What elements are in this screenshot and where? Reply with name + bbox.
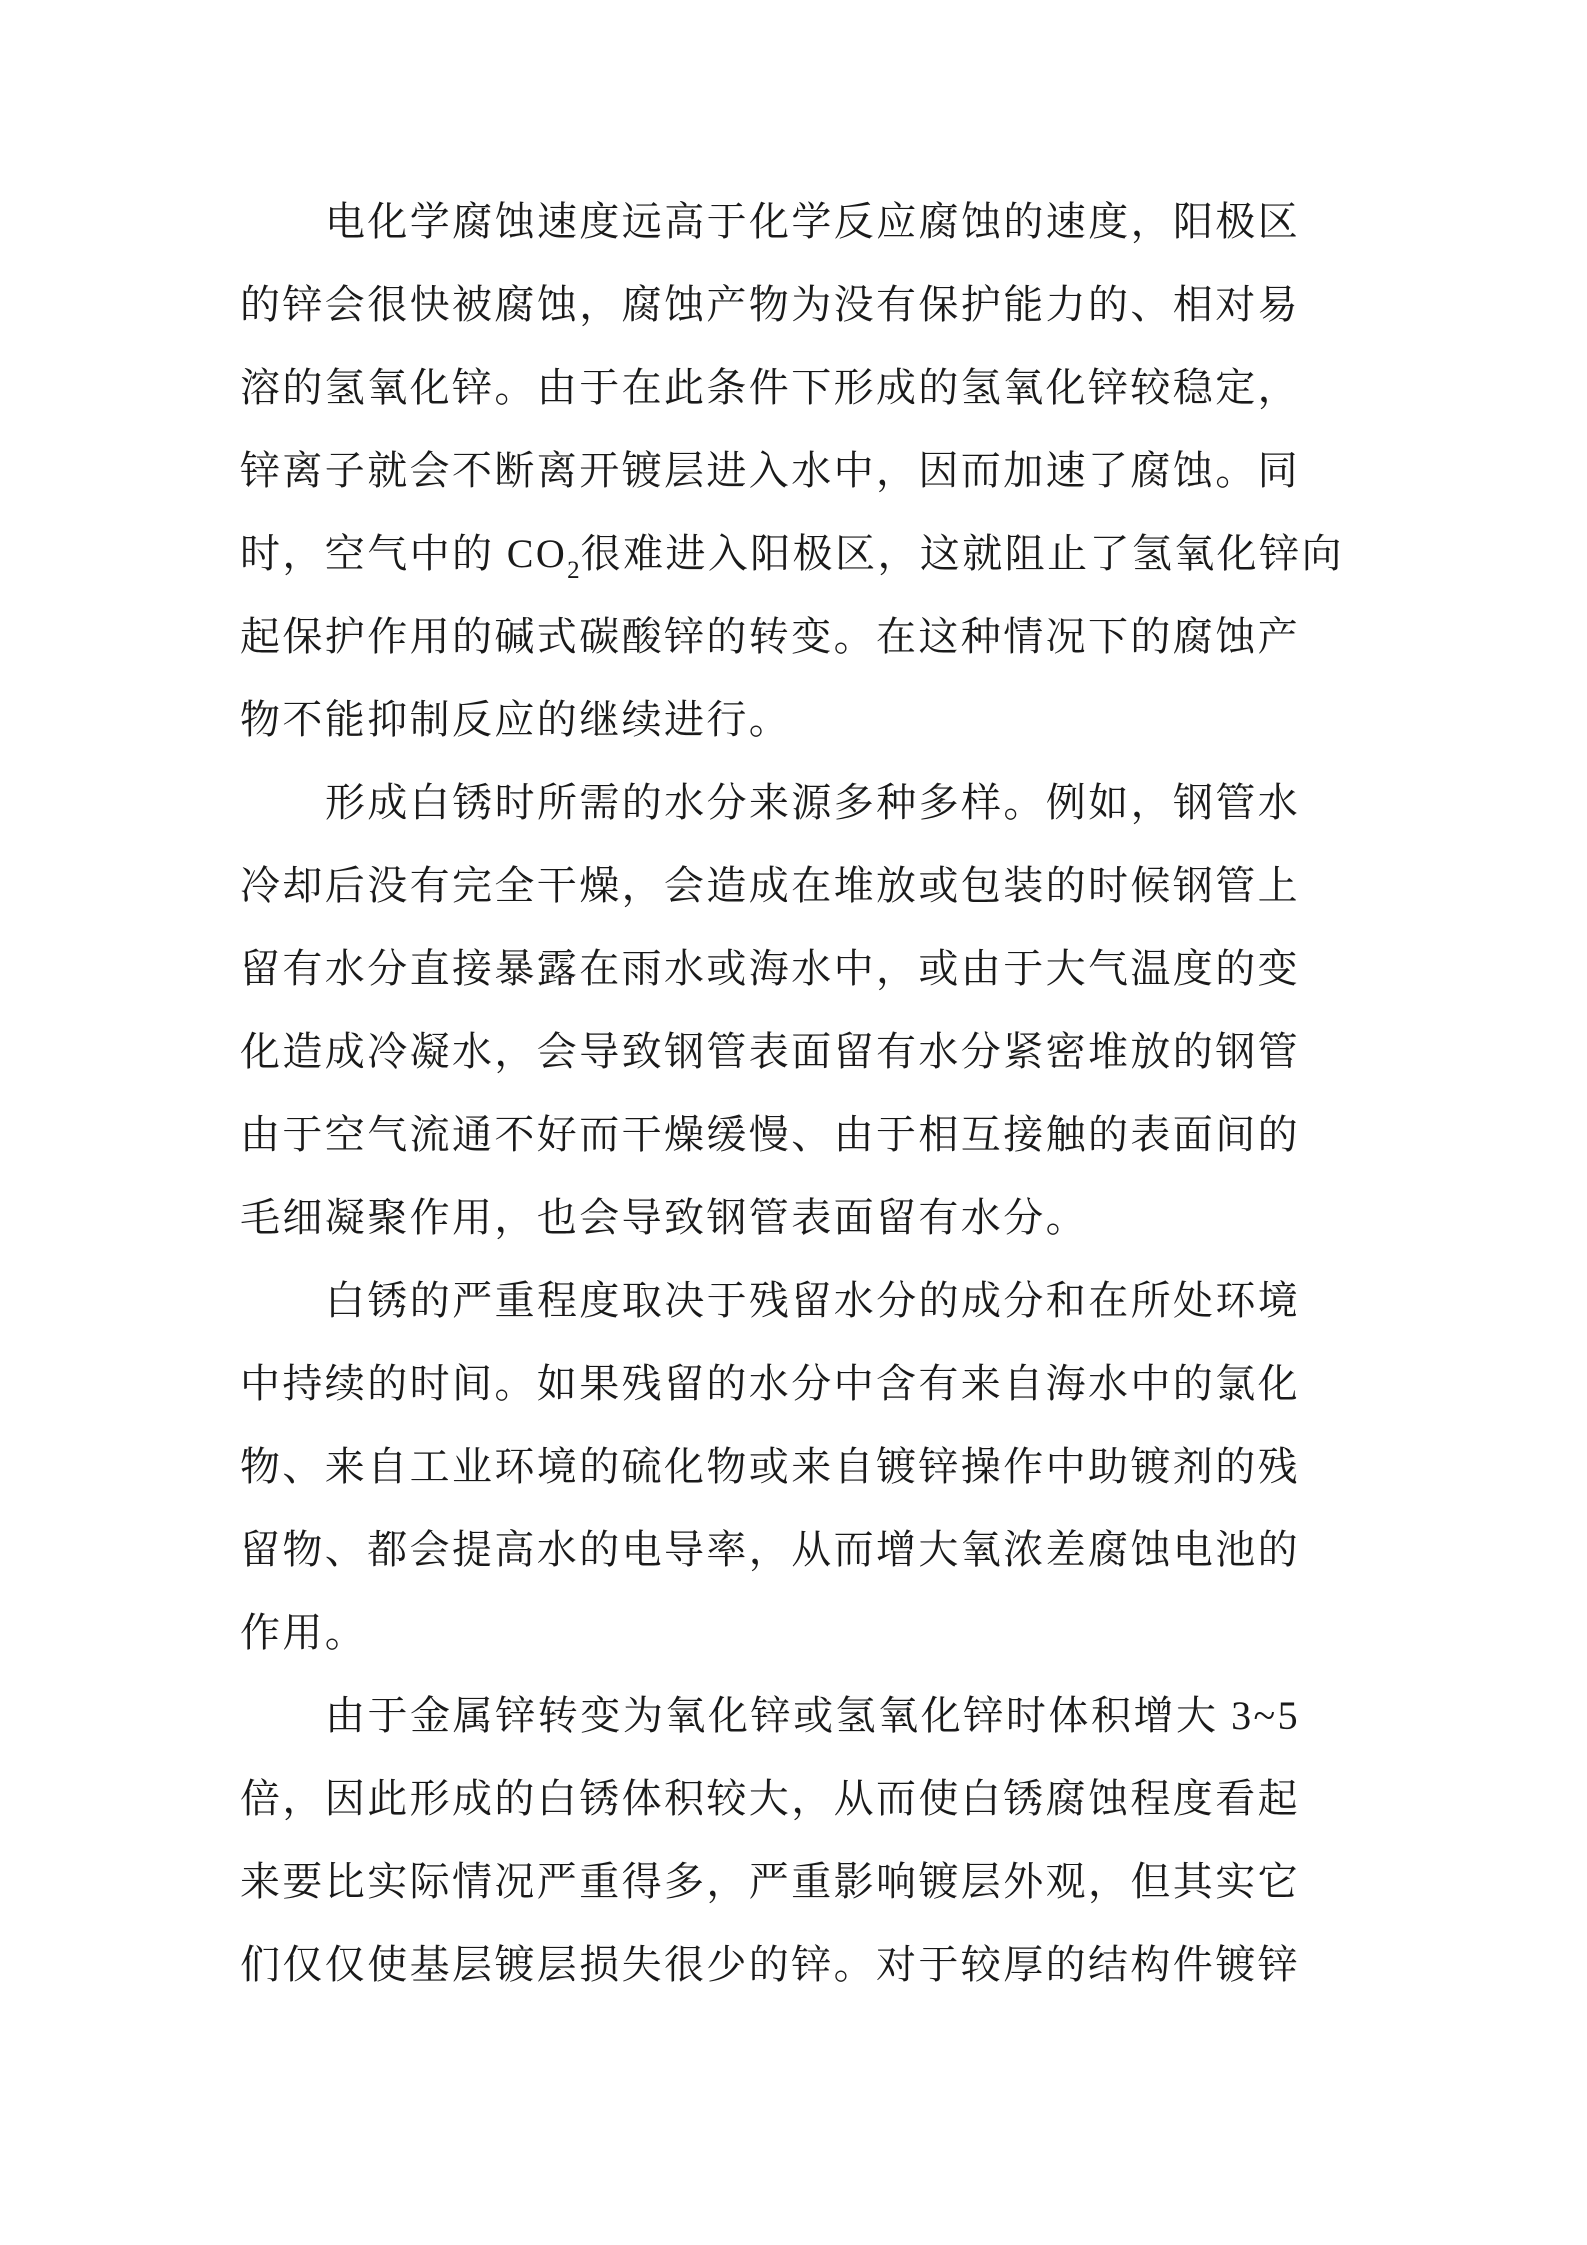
text-line — [240, 1425, 1300, 1508]
text-segment: 倍，因此形成的白锈体积较大，从而使白锈腐蚀程度看起 — [240, 1776, 1300, 1821]
text-line — [240, 761, 1300, 844]
text-segment: 物不能抑制反应的继续进行。 — [240, 697, 792, 742]
text-line — [240, 844, 1300, 927]
text-line — [240, 1757, 1300, 1840]
text-segment: 毛细凝聚作用，也会导致钢管表面留有水分。 — [240, 1195, 1088, 1240]
text-line — [240, 1508, 1300, 1591]
document-text-body — [240, 180, 1344, 2006]
text-line — [240, 1259, 1300, 1342]
paragraph — [240, 1259, 1300, 1674]
text-segment: 溶的氢氧化锌。由于在此条件下形成的氢氧化锌较稳定， — [240, 365, 1300, 410]
text-line — [240, 1010, 1300, 1093]
text-line — [240, 1840, 1300, 1923]
paragraph — [240, 1674, 1300, 2006]
text-line — [240, 180, 1300, 263]
text-line — [240, 595, 1300, 678]
text-line — [240, 512, 1344, 595]
text-line — [240, 1674, 1300, 1757]
text-segment: 们仅仅使基层镀层损失很少的锌。对于较厚的结构件镀锌 — [240, 1942, 1300, 1987]
text-segment: 冷却后没有完全干燥，会造成在堆放或包装的时候钢管上 — [240, 863, 1300, 908]
text-segment: 时，空气中的 CO — [240, 531, 568, 576]
subscript-text: 2 — [567, 557, 581, 584]
text-line — [240, 1093, 1300, 1176]
paragraph — [240, 761, 1300, 1259]
text-segment: 来要比实际情况严重得多，严重影响镀层外观，但其实它 — [240, 1859, 1300, 1904]
text-segment: 留有水分直接暴露在雨水或海水中，或由于大气温度的变 — [240, 946, 1300, 991]
text-segment: 电化学腐蚀速度远高于化学反应腐蚀的速度，阳极区 — [325, 199, 1301, 244]
text-line — [240, 1342, 1300, 1425]
paragraph — [240, 180, 1344, 761]
text-line — [240, 1176, 1300, 1259]
text-line — [240, 1923, 1300, 2006]
text-segment: 的锌会很快被腐蚀，腐蚀产物为没有保护能力的、相对易 — [240, 282, 1300, 327]
text-segment: 留物、都会提高水的电导率，从而增大氧浓差腐蚀电池的 — [240, 1527, 1300, 1572]
text-segment: 物、来自工业环境的硫化物或来自镀锌操作中助镀剂的残 — [240, 1444, 1300, 1489]
text-segment: 中持续的时间。如果残留的水分中含有来自海水中的氯化 — [240, 1361, 1300, 1406]
text-segment: 形成白锈时所需的水分来源多种多样。例如，钢管水 — [325, 780, 1301, 825]
text-segment: 很难进入阳极区，这就阻止了氢氧化锌向 — [580, 531, 1344, 576]
text-line — [240, 678, 1300, 761]
text-segment: 化造成冷凝水，会导致钢管表面留有水分紧密堆放的钢管 — [240, 1029, 1300, 1074]
text-segment: 起保护作用的碱式碳酸锌的转变。在这种情况下的腐蚀产 — [240, 614, 1300, 659]
text-line — [240, 1591, 1300, 1674]
text-line — [240, 263, 1300, 346]
text-segment: 白锈的严重程度取决于残留水分的成分和在所处环境 — [325, 1278, 1301, 1323]
text-line — [240, 927, 1300, 1010]
text-segment: 由于空气流通不好而干燥缓慢、由于相互接触的表面间的 — [240, 1112, 1300, 1157]
text-line — [240, 346, 1300, 429]
text-line — [240, 429, 1300, 512]
text-segment: 锌离子就会不断离开镀层进入水中，因而加速了腐蚀。同 — [240, 448, 1300, 493]
text-segment: 作用。 — [240, 1610, 368, 1655]
text-segment: 由于金属锌转变为氧化锌或氢氧化锌时体积增大 3~5 — [325, 1693, 1300, 1738]
